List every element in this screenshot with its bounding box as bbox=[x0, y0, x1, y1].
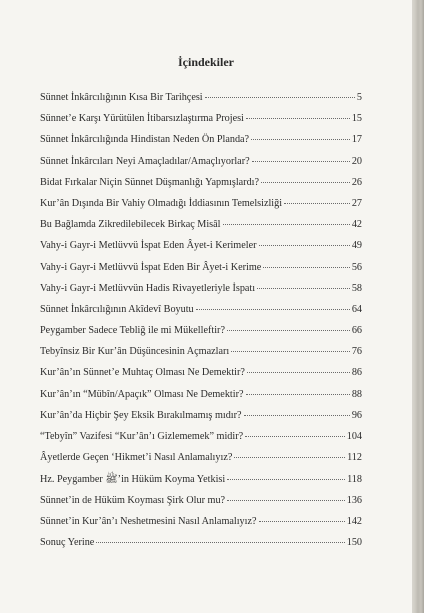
toc-entry-title: Bidat Fırkalar Niçin Sünnet Düşmanlığı Yapmışlardı? bbox=[40, 176, 260, 188]
toc-entry-page: 150 bbox=[346, 536, 362, 548]
toc-entry-page: 104 bbox=[346, 431, 362, 442]
toc-entry-title: Kur’ân’ın “Mübîn/Apaçık” Olması Ne Demektir? bbox=[40, 388, 244, 400]
toc-entry-title: Sünnet İnkârcıları Neyi Amaçladılar/Amaçlıyorlar? bbox=[40, 155, 250, 167]
dot-leader bbox=[246, 393, 350, 395]
dot-leader bbox=[284, 202, 350, 204]
dot-leader bbox=[231, 350, 350, 352]
page-edge-stack bbox=[412, 0, 424, 613]
dot-leader bbox=[251, 138, 350, 140]
toc-entry-page: 56 bbox=[351, 261, 362, 273]
toc-entry bbox=[40, 198, 362, 219]
dot-leader bbox=[96, 541, 344, 543]
dot-leader bbox=[227, 329, 350, 331]
toc-entry bbox=[40, 262, 362, 283]
toc-entry-page: 27 bbox=[351, 197, 362, 209]
dot-leader bbox=[227, 499, 345, 501]
toc-entry-page: 42 bbox=[351, 219, 362, 231]
toc-entry bbox=[40, 452, 362, 473]
toc-entry bbox=[40, 495, 362, 516]
toc-entry-title: Kur’ân Dışında Bir Vahiy Olmadığı İddiasının Temelsizliği bbox=[40, 197, 283, 209]
toc-entry bbox=[40, 325, 362, 346]
toc-entry bbox=[40, 304, 362, 325]
toc-entry bbox=[40, 431, 362, 452]
toc-entry bbox=[40, 367, 362, 388]
toc-entry-title: Sünnet İnkârcılığında Hindistan Neden Ön Planda? bbox=[40, 134, 250, 146]
toc-entry-page: 86 bbox=[351, 367, 362, 379]
dot-leader bbox=[245, 435, 345, 437]
dot-leader bbox=[252, 160, 350, 162]
toc-entry-title: Kur’ân’da Hiçbir Şey Eksik Bırakılmamış mıdır? bbox=[40, 409, 242, 421]
toc-entry bbox=[40, 134, 362, 155]
toc-entry-title: Hz. Peygamber ﷺ’in Hüküm Koyma Yetkisi bbox=[40, 474, 226, 486]
toc-entry-title: Sünnet’in Kur’ân’ı Neshetmesini Nasıl Anlamalıyız? bbox=[40, 515, 257, 527]
dot-leader bbox=[263, 266, 349, 268]
toc-entry-title: “Tebyîn” Vazifesi “Kur’ân’ı Gizlememek” midir? bbox=[40, 431, 244, 442]
toc-entry-page: 64 bbox=[351, 303, 362, 315]
dot-leader bbox=[196, 308, 350, 310]
toc-entry-page: 17 bbox=[351, 134, 362, 146]
dot-leader bbox=[259, 520, 345, 522]
toc-entry-page: 136 bbox=[346, 494, 362, 506]
toc-entry-page: 118 bbox=[347, 474, 362, 486]
dot-leader bbox=[244, 414, 350, 416]
toc-entry-page: 5 bbox=[356, 92, 362, 103]
dot-leader bbox=[205, 96, 355, 98]
toc-entry-title: Peygamber Sadece Tebliğ ile mi Mükelleftir? bbox=[40, 325, 225, 337]
toc-entry-page: 26 bbox=[351, 176, 362, 188]
toc-entry bbox=[40, 473, 362, 494]
dot-leader bbox=[257, 287, 350, 289]
toc-entry bbox=[40, 537, 362, 558]
toc-entry-title: Sünnet’in de Hüküm Koyması Şirk Olur mu? bbox=[40, 494, 226, 506]
toc-entry-title: Vahy-i Gayr-i Metlüvvü İspat Eden Âyet-i Kerimeler bbox=[40, 240, 257, 252]
toc-entry bbox=[40, 346, 362, 367]
toc-entry bbox=[40, 240, 362, 261]
toc-entry-title: Sünnet İnkârcılığının Akîdevî Boyutu bbox=[40, 303, 194, 315]
toc-entry-page: 76 bbox=[351, 346, 362, 358]
toc-entry-title: Bu Bağlamda Zikredilebilecek Birkaç Misâl bbox=[40, 219, 221, 231]
toc-entry-title: Kur’ân’ın Sünnet’e Muhtaç Olması Ne Demektir? bbox=[40, 367, 245, 379]
toc-entry-page: 15 bbox=[351, 113, 362, 125]
toc-entry-page: 20 bbox=[351, 155, 362, 167]
toc-entry bbox=[40, 389, 362, 410]
toc-entry-page: 49 bbox=[351, 240, 362, 252]
toc-entry-page: 66 bbox=[351, 325, 362, 337]
toc-entry bbox=[40, 283, 362, 304]
toc-entry-title: Vahy-i Gayr-i Metlüvvün Hadis Rivayetleriyle İspatı bbox=[40, 282, 256, 294]
toc-entry bbox=[40, 177, 362, 198]
dot-leader bbox=[259, 244, 350, 246]
toc-entry-page: 142 bbox=[346, 515, 362, 527]
dot-leader bbox=[223, 223, 350, 225]
toc-entry bbox=[40, 92, 362, 113]
dot-leader bbox=[227, 478, 345, 480]
toc-entry-title: Âyetlerde Geçen ‘Hikmet’i Nasıl Anlamalıyız? bbox=[40, 452, 233, 464]
toc-entry-page: 88 bbox=[351, 388, 362, 400]
dot-leader bbox=[247, 371, 350, 373]
toc-list bbox=[40, 92, 362, 558]
toc-entry-page: 58 bbox=[351, 282, 362, 294]
dot-leader bbox=[261, 181, 350, 183]
toc-title: İçindekiler bbox=[178, 55, 234, 69]
toc-entry-title: Sünnet’e Karşı Yürütülen İtibarsızlaştırma Projesi bbox=[40, 113, 244, 125]
toc-entry-title: Tebyînsiz Bir Kur’ân Düşüncesinin Açmazları bbox=[40, 346, 230, 358]
toc-entry-title: Sünnet İnkârcılığının Kısa Bir Tarihçesi bbox=[40, 92, 203, 103]
toc-entry bbox=[40, 113, 362, 134]
toc-entry-page: 96 bbox=[351, 409, 362, 421]
toc-entry bbox=[40, 410, 362, 431]
toc-entry bbox=[40, 516, 362, 537]
dot-leader bbox=[246, 117, 350, 119]
toc-entry-title: Sonuç Yerine bbox=[40, 536, 95, 548]
toc-entry-title: Vahy-i Gayr-i Metlüvvü İspat Eden Bir Âyet-i Kerime bbox=[40, 261, 262, 273]
toc-entry-page: 112 bbox=[347, 452, 362, 464]
toc-entry bbox=[40, 156, 362, 177]
toc-entry bbox=[40, 219, 362, 240]
dot-leader bbox=[234, 456, 345, 458]
